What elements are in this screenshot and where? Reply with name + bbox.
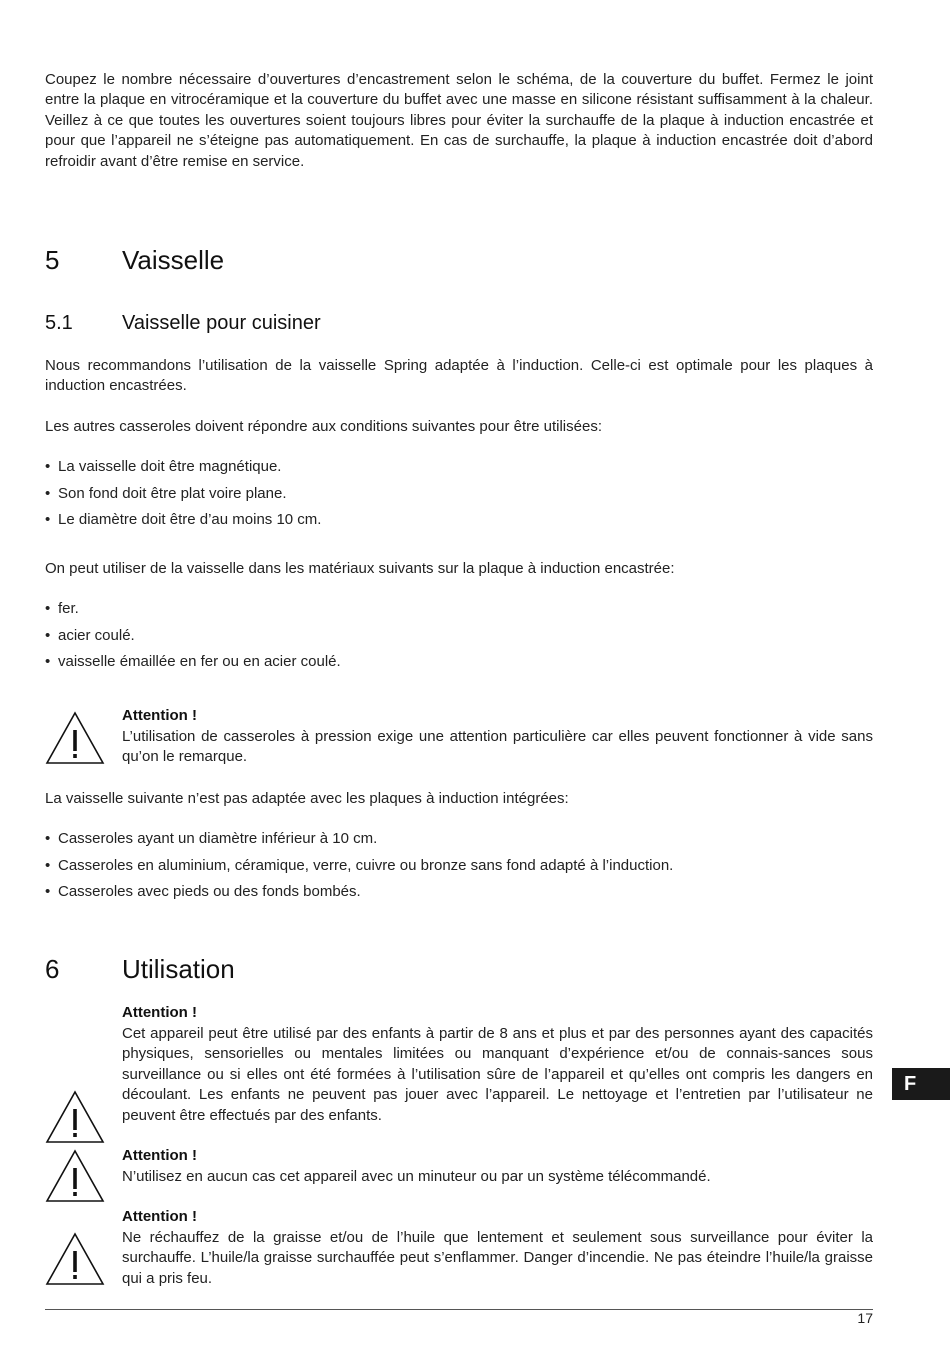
language-tab: F: [892, 1068, 950, 1100]
warning-triangle-icon: [44, 710, 106, 766]
list-item: • Le diamètre doit être d’au moins 10 cm.: [45, 511, 322, 529]
section-title: Utilisation: [122, 954, 235, 984]
list-item: • Casseroles avec pieds ou des fonds bombés.: [45, 883, 361, 901]
list-item: • vaisselle émaillée en fer ou en acier coulé.: [45, 653, 341, 671]
materials-list: [45, 599, 341, 679]
attention-title: Attention !: [122, 1147, 197, 1164]
warning-triangle-icon: [44, 1089, 106, 1145]
attention-title: Attention !: [122, 707, 197, 724]
attention-text: L’utilisation de casseroles à pression exige une attention particulière car elles peuvent fonctionner à vide sans qu’on le remarque.: [122, 728, 873, 766]
warning-triangle-icon: [44, 1148, 106, 1204]
list-item: • La vaisselle doit être magnétique.: [45, 458, 282, 475]
conditions-intro: Les autres casseroles doivent répondre aux conditions suivantes pour être utilisées:: [45, 418, 602, 435]
materials-intro: On peut utiliser de la vaisselle dans les matériaux suivants sur la plaque à induction encastrée:: [45, 560, 675, 577]
recommendation-paragraph: Nous recommandons l’utilisation de la vaisselle Spring adaptée à l’induction. Celle-ci est optimale pour les plaques à induction encastrées.: [45, 357, 873, 395]
attention-text: Cet appareil peut être utilisé par des enfants à partir de 8 ans et plus et par des personnes ayant des capacités physiques, sensorielles ou mentales limitées ou manquant d’expérience et/ou de connais-sances sous surveillance ou si elles ont été formées à l’utilisation sûre de l’appareil et qu’elles ont compris les dangers en découlant. Les enfants ne peuvent pas jouer avec l’appareil. Le nettoyage et l’entretien par l’utilisateur ne peuvent être effectués par des enfants.: [122, 1025, 873, 1124]
unsuitable-list: [45, 829, 673, 909]
conditions-list: [45, 457, 321, 537]
attention-title: Attention !: [122, 1004, 197, 1021]
attention-title: Attention !: [122, 1208, 197, 1225]
attention-text: N’utilisez en aucun cas cet appareil avec un minuteur ou par un système télécommandé.: [122, 1168, 711, 1185]
section-title: Vaisselle: [122, 245, 225, 275]
subsection-number: 5.1: [45, 312, 73, 334]
section-number: 6: [45, 954, 60, 984]
unsuitable-intro: La vaisselle suivante n’est pas adaptée avec les plaques à induction intégrées:: [45, 790, 569, 807]
subsection-title: Vaisselle pour cuisiner: [122, 312, 321, 334]
intro-paragraph: Coupez le nombre nécessaire d’ouvertures d’encastrement selon le schéma, de la couverture du buffet. Fermez le joint entre la plaque en vitrocéramique et la couverture du buffet avec une masse en silicone résistant suffisamment à la chaleur. Veillez à ce que toutes les ouvertures soient toujours libres pour éviter la surchauffe de la plaque à induction encastrée et pour que l’appareil ne s’éteigne pas automatiquement. En cas de surchauffe, la plaque à induction encastrée doit d’abord refroidir avant d’être remise en service.: [45, 71, 873, 170]
warning-triangle-icon: [44, 1231, 106, 1287]
page-number: 17: [857, 1310, 873, 1326]
list-item: • fer.: [45, 600, 79, 617]
list-item: • Casseroles en aluminium, céramique, verre, cuivre ou bronze sans fond adapté à l’induction.: [45, 856, 674, 874]
list-item: • Son fond doit être plat voire plane.: [45, 484, 287, 502]
section-number: 5: [45, 245, 60, 275]
footer-rule: [45, 1309, 873, 1310]
attention-text: Ne réchauffez de la graisse et/ou de l’huile que lentement et seulement sous surveillance pour éviter la surchauffe. L’huile/la graisse surchauffée peut s’enflammer. Danger d’incendie. Ne pas éteindre l’huile/la graisse qui a pris feu.: [122, 1229, 873, 1287]
list-item: • acier coulé.: [45, 626, 135, 644]
list-item: • Casseroles ayant un diamètre inférieur à 10 cm.: [45, 830, 378, 847]
